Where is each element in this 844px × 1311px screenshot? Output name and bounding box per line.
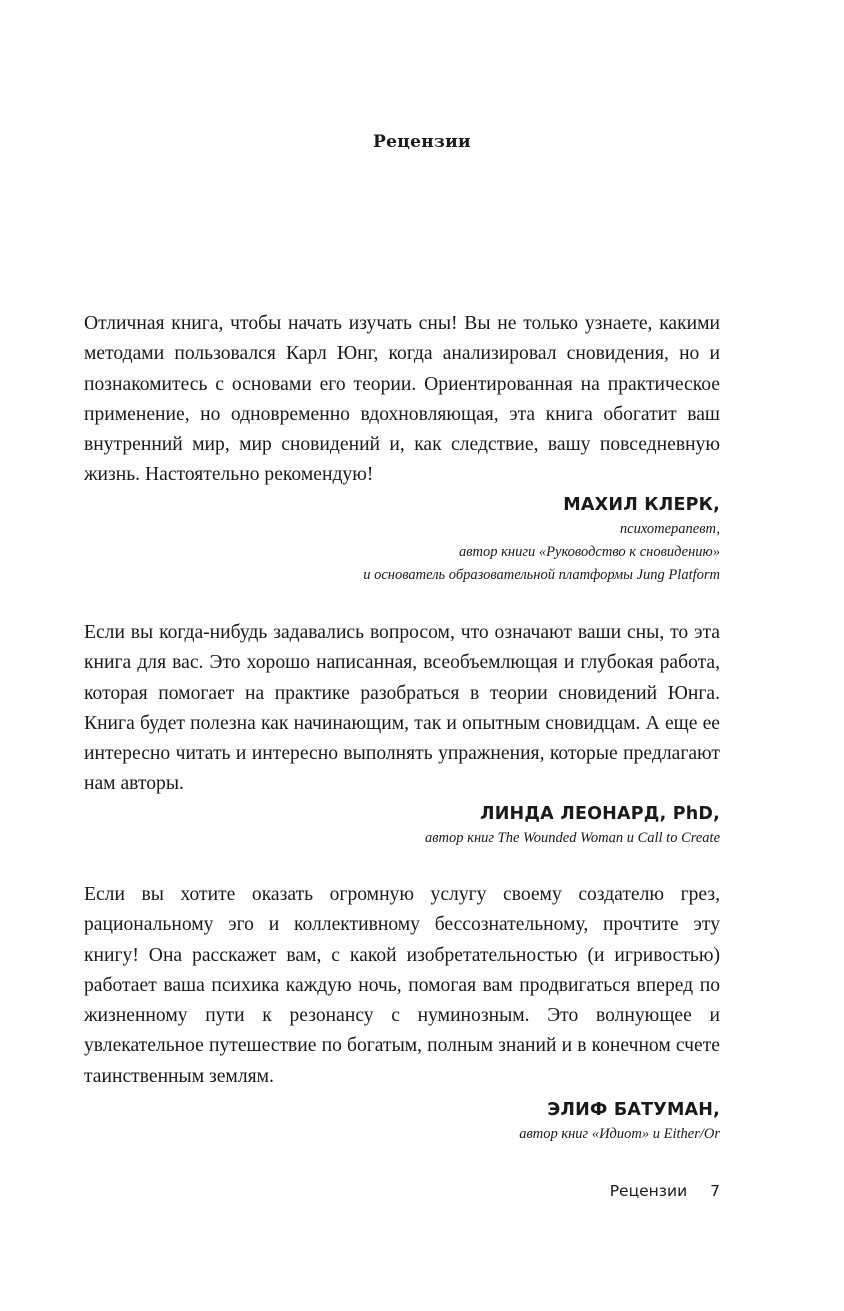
footer-section-title: Рецензии: [609, 1182, 688, 1200]
review-text: Если вы когда-нибудь задавались вопросом, что означают ваши сны, то эта книга для вас. Это хорошо написанная, всеобъемлющая и глубокая работа, которая помогает на практике разобраться в теории сновидений Юнга. Книга будет полезна как начинающим, так и опытным сновидцам. А еще ее интересно читать и интересно выполнять упражнения, которые предлагают нам авторы.: [84, 622, 720, 795]
author-info-line: психотерапевт,: [619, 520, 720, 537]
review-block: [84, 618, 720, 850]
review-block: [84, 880, 720, 1146]
author-info-line: и основатель образовательной платформы Jung Platform: [363, 566, 720, 583]
author-info-line: автор книги «Руководство к сновидению»: [459, 543, 720, 560]
review-text: Отличная книга, чтобы начать изучать сны! Вы не только узнаете, какими методами пользовался Карл Юнг, когда анализировал сновидения, но и познакомитесь с основами его теории. Ориентированная на практическое применение, но одновременно вдохновляющая, эта книга обогатит ваш внутренний мир, мир сновидений и, как следствие, вашу повседневную жизнь. Настоятельно рекомендую!: [84, 313, 720, 486]
page-title: Рецензии: [373, 132, 471, 152]
review-author: МАХИЛ КЛЕРК,: [563, 494, 720, 515]
review-author: ЛИНДА ЛЕОНАРД, PhD,: [479, 803, 720, 824]
review-author: ЭЛИФ БАТУМАН,: [547, 1100, 720, 1121]
review-text: Если вы хотите оказать огромную услугу своему создателю грез, рациональному эго и коллективному бессознательному, прочтите эту книгу! Она расскажет вам, с какой изобретательностью (и игривостью) работает ваша психика каждую ночь, помогая вам продвигаться вперед по жизненному пути к резонансу с нуминозным. Это волнующее и увлекательное путешествие по богатым, полным знаний и в конечном счете таинственным землям.: [84, 884, 720, 1087]
page-number: 7: [710, 1182, 720, 1200]
running-footer: [610, 1182, 720, 1200]
review-block: [84, 309, 720, 587]
author-info-line: автор книг «Идиот» и Either/Or: [519, 1126, 720, 1143]
author-info-line: автор книг The Wounded Woman и Call to Create: [425, 829, 720, 846]
